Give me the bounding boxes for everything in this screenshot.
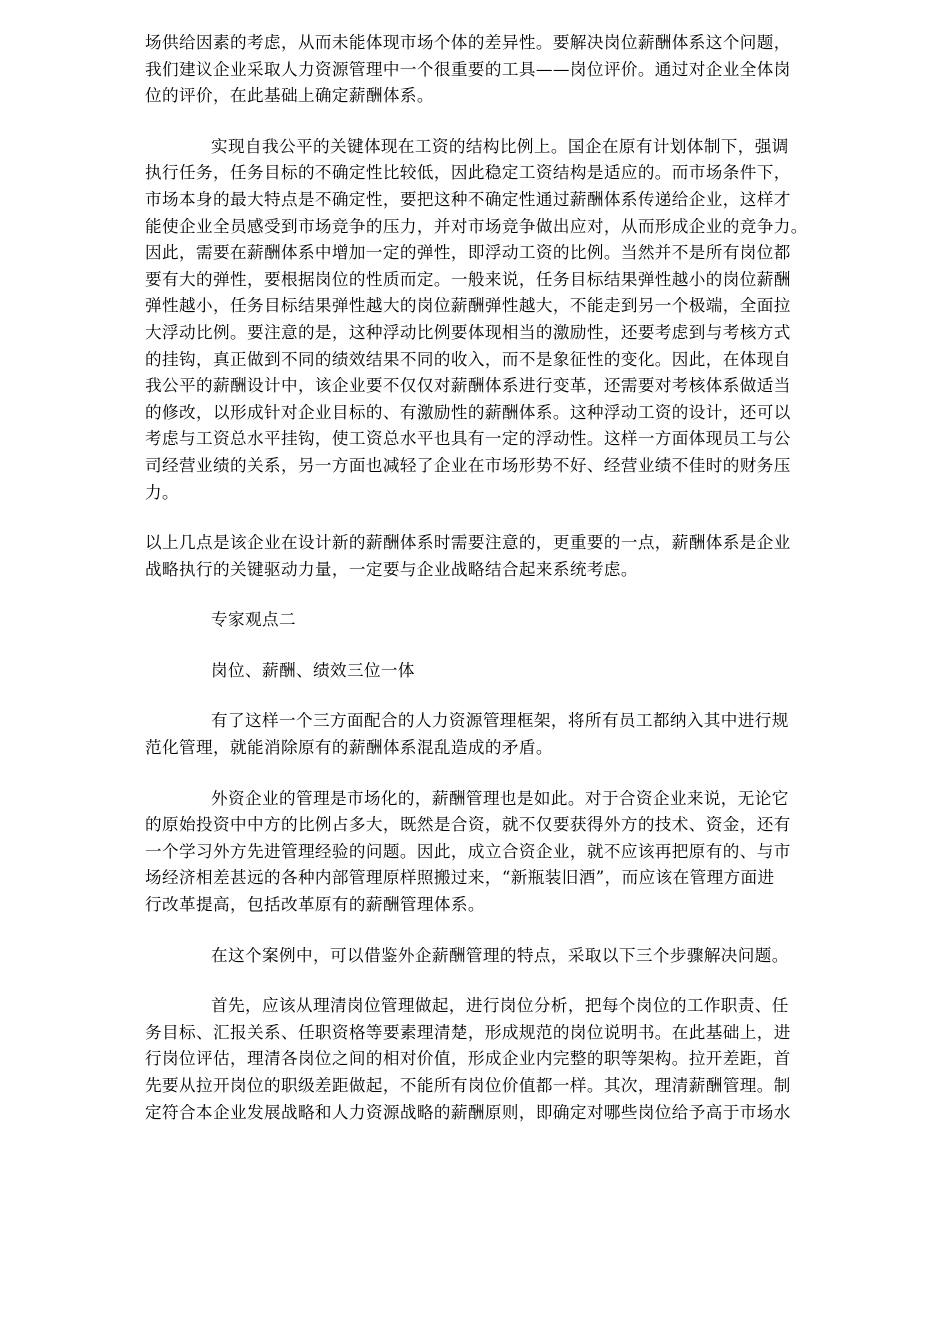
text-line: 我们建议企业采取人力资源管理中一个很重要的工具——岗位评价。通过对企业全体岗: [145, 59, 791, 79]
text-line: 一个学习外方先进管理经验的问题。因此，成立合资企业，就不应该再把原有的、与市: [145, 841, 791, 861]
text-line: 位的评价，在此基础上确定薪酬体系。: [145, 86, 434, 106]
text-line: 行岗位评估，理清各岗位之间的相对价值，形成企业内完整的职等架构。拉开差距，首: [145, 1049, 791, 1069]
section-label: [145, 607, 880, 634]
text-line: 执行任务，任务目标的不确定性比较低，因此稳定工资结构是适应的。而市场条件下，: [145, 163, 791, 183]
text-line: 外资企业的管理是市场化的，薪酬管理也是如此。对于合资企业来说，无论它: [211, 788, 789, 808]
paragraph: [145, 786, 880, 919]
text-line: 行改革提高，包括改革原有的薪酬管理体系。: [145, 895, 485, 915]
text-line: 场供给因素的考虑，从而未能体现市场个体的差异性。要解决岗位薪酬体系这个问题，: [145, 33, 791, 52]
text-line: 战略执行的关键驱动力量，一定要与企业战略结合起来系统考虑。: [145, 559, 638, 579]
text-line: 力。: [145, 482, 179, 502]
text-line: 先要从拉开岗位的职级差距做起，不能所有岗位价值都一样。其次，理清薪酬管理。制: [145, 1076, 791, 1095]
text-line: 定符合本企业发展战略和人力资源战略的薪酬原则，即确定对哪些岗位给予高于市场水: [145, 1102, 791, 1122]
paragraph: [145, 708, 880, 761]
text-line: 实现自我公平的关键体现在工资的结构比例上。国企在原有计划体制下，强调: [211, 136, 789, 156]
text-line: 大浮动比例。要注意的是，这种浮动比例要体现相当的激励性，还要考虑到与考核方式: [145, 322, 791, 342]
text-line: 在这个案例中，可以借鉴外企薪酬管理的特点，采取以下三个步骤解决问题。: [211, 945, 789, 965]
text-line: 专家观点二: [211, 610, 296, 630]
text-line: 市场本身的最大特点是不确定性，要把这种不确定性通过薪酬体系传递给企业，这样才: [145, 189, 791, 209]
document-body: [145, 30, 880, 1150]
text-line: 有了这样一个三方面配合的人力资源管理框架，将所有员工都纳入其中进行规: [211, 711, 789, 731]
paragraph: [145, 530, 880, 583]
text-line: 岗位、薪酬、绩效三位一体: [211, 660, 415, 680]
text-line: 的挂钩，真正做到不同的绩效结果不同的收入，而不是象征性的变化。因此，在体现自: [145, 349, 791, 369]
paragraph: [145, 134, 880, 506]
text-line: 司经营业绩的关系，另一方面也减轻了企业在市场形势不好、经营业绩不佳时的财务压: [145, 455, 791, 475]
text-line: 务目标、汇报关系、任职资格等要素理清楚，形成规范的岗位说明书。在此基础上，进: [145, 1022, 791, 1042]
text-line: 范化管理，就能消除原有的薪酬体系混乱造成的矛盾。: [145, 738, 553, 758]
text-line: 弹性越小，任务目标结果弹性越大的岗位薪酬弹性越大，不能走到另一个极端，全面拉: [145, 296, 791, 316]
text-line: 我公平的薪酬设计中，该企业要不仅仅对薪酬体系进行变革，还需要对考核体系做适当: [145, 376, 791, 396]
text-line: 的修改，以形成针对企业目标的、有激励性的薪酬体系。这种浮动工资的设计，还可以: [145, 402, 791, 422]
text-line: 首先，应该从理清岗位管理做起，进行岗位分析，把每个岗位的工作职责、任: [211, 996, 789, 1016]
text-line: 因此，需要在薪酬体系中增加一定的弹性，即浮动工资的比例。当然并不是所有岗位都: [145, 243, 791, 263]
section-heading: [145, 658, 880, 685]
text-line: 要有大的弹性，要根据岗位的性质而定。一般来说，任务目标结果弹性越小的岗位薪酬: [145, 269, 791, 289]
paragraph: [145, 30, 880, 110]
text-line: 的原始投资中中方的比例占多大，既然是合资，就不仅要获得外方的技术、资金，还有: [145, 815, 791, 835]
text-line: 能使企业全员感受到市场竞争的压力，并对市场竞争做出应对，从而形成企业的竞争力。: [145, 216, 808, 236]
paragraph: [145, 943, 880, 970]
paragraph: [145, 993, 880, 1126]
text-line: 以上几点是该企业在设计新的薪酬体系时需要注意的，更重要的一点，薪酬体系是企业: [145, 533, 791, 553]
text-line: 场经济相差甚远的各种内部管理原样照搬过来，“新瓶装旧酒”，而应该在管理方面进: [145, 868, 775, 888]
text-line: 考虑与工资总水平挂钩，使工资总水平也具有一定的浮动性。这样一方面体现员工与公: [145, 429, 791, 449]
